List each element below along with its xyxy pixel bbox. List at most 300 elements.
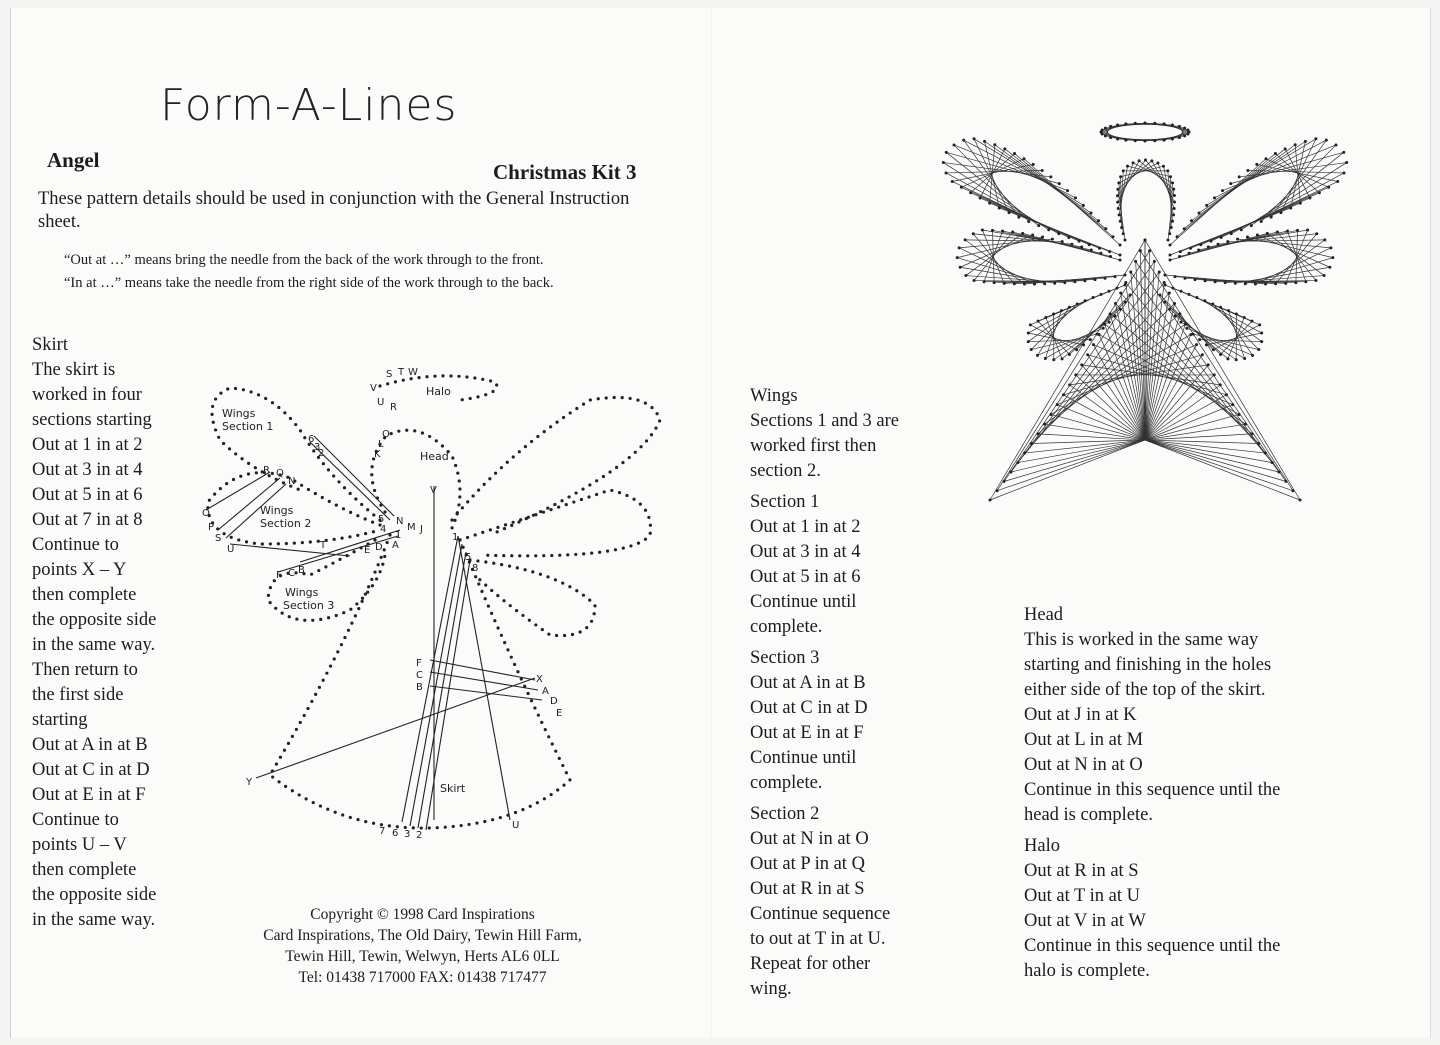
intro-text: These pattern details should be used in conjunction with the General Instruction sheet. (38, 189, 630, 232)
pattern-hole (288, 615, 291, 618)
pattern-hole (490, 589, 493, 592)
pattern-hole (534, 513, 537, 516)
pattern-hole (574, 553, 577, 556)
pattern-hole (534, 623, 537, 626)
instruction-line: Out at P in at Q (750, 854, 865, 874)
pattern-hole (639, 502, 642, 505)
pattern-hole (450, 526, 453, 529)
point-label-5: 5 (378, 514, 385, 525)
pattern-hole (473, 376, 476, 379)
pattern-hole (211, 405, 214, 408)
pattern-hole (350, 622, 353, 625)
instruction-line: Continue in this sequence until the (1024, 936, 1281, 956)
point-label-1: 1 (452, 532, 459, 543)
pattern-hole (602, 475, 605, 478)
pattern-hole (595, 479, 598, 482)
point-label-3: 3 (404, 829, 411, 840)
pattern-hole (383, 548, 386, 551)
pattern-hole (219, 487, 222, 490)
pattern-hole (655, 412, 658, 415)
pattern-hole (523, 568, 526, 571)
pattern-hole (230, 536, 233, 539)
pattern-hole (370, 473, 373, 476)
pattern-hole (388, 824, 391, 827)
pattern-hole (510, 656, 513, 659)
point-label-s: S (215, 533, 222, 544)
point-label-2: 2 (318, 448, 325, 459)
pattern-hole (378, 384, 381, 387)
point-label-x: X (536, 674, 543, 685)
pattern-hole (575, 589, 578, 592)
pattern-hole (361, 597, 364, 600)
pattern-hole (285, 542, 288, 545)
pattern-hole (605, 396, 608, 399)
pattern-hole (271, 472, 274, 475)
pattern-hole (568, 585, 571, 588)
instruction-line: Out at N in at O (1024, 755, 1143, 775)
point-label-v: V (430, 485, 437, 496)
pattern-hole (582, 403, 585, 406)
pattern-hole (375, 577, 378, 580)
pattern-hole (354, 614, 357, 617)
instruction-line: worked in four (32, 385, 142, 405)
pattern-hole (237, 538, 240, 541)
pattern-hole (510, 524, 513, 527)
note-in: “In at …” means take the needle from the right side of the work through to the back. (64, 275, 554, 291)
pattern-hole (257, 393, 260, 396)
pattern-hole (610, 489, 613, 492)
pattern-hole (212, 421, 215, 424)
pattern-hole (497, 626, 500, 629)
pattern-hole (543, 430, 546, 433)
pattern-hole (524, 445, 527, 448)
point-label-f: F (276, 570, 282, 581)
pattern-hole (588, 483, 591, 486)
instruction-line: points X – Y (32, 560, 127, 580)
pattern-hole (562, 416, 565, 419)
label-halo: Halo (426, 385, 451, 398)
pattern-hole (502, 599, 505, 602)
pattern-hole (373, 570, 376, 573)
point-label-k: K (374, 449, 381, 460)
point-label-b: B (416, 682, 423, 693)
pattern-hole (300, 484, 303, 487)
point-label-8: 8 (472, 563, 479, 574)
pattern-hole (502, 554, 505, 557)
pattern-hole (484, 597, 487, 600)
pattern-hole (336, 650, 339, 653)
pattern-hole (279, 756, 282, 759)
pattern-hole (477, 582, 480, 585)
pattern-hole (305, 797, 308, 800)
pattern-hole (450, 518, 453, 521)
pattern-hole (585, 626, 588, 629)
pattern-hole (589, 398, 592, 401)
point-label-1: 1 (395, 530, 402, 541)
pattern-hole (222, 532, 225, 535)
pattern-hole (355, 602, 358, 605)
pattern-hole (516, 566, 519, 569)
pattern-hole (461, 398, 464, 401)
point-label-v: V (370, 383, 377, 394)
instruction-line: Continue to (32, 810, 119, 830)
finished-angel-illustration (920, 110, 1400, 550)
point-label-l: L (378, 439, 384, 450)
pattern-hole (557, 506, 560, 509)
pattern-hole (277, 542, 280, 545)
pattern-hole (489, 379, 492, 382)
pattern-hole (513, 663, 516, 666)
point-label-o: O (202, 508, 210, 519)
pattern-hole (301, 541, 304, 544)
pattern-hole (539, 510, 542, 513)
pattern-hole (454, 464, 457, 467)
pattern-hole (356, 514, 359, 517)
pattern-hole (503, 641, 506, 644)
pattern-hole (348, 535, 351, 538)
instruction-line: Out at A in at B (32, 735, 148, 755)
pattern-hole (371, 520, 374, 523)
pattern-hole (333, 657, 336, 660)
pattern-hole (356, 818, 359, 821)
pattern-hole (467, 823, 470, 826)
pattern-hole (417, 376, 420, 379)
pattern-hole (547, 735, 550, 738)
pattern-hole (318, 686, 321, 689)
pattern-hole (317, 569, 320, 572)
pattern-hole (210, 413, 213, 416)
pattern-hole (537, 714, 540, 717)
instruction-line: Out at 1 in at 2 (750, 517, 861, 537)
instruction-line: Out at 1 in at 2 (32, 435, 143, 455)
pattern-hole (574, 491, 577, 494)
pattern-hole (474, 533, 477, 536)
instruction-line: Out at E in at F (750, 723, 864, 743)
pattern-hole (366, 508, 369, 511)
instruction-line: starting (32, 710, 88, 730)
pattern-hole (539, 573, 542, 576)
pattern-hole (486, 554, 489, 557)
pattern-hole (360, 503, 363, 506)
pattern-hole (381, 563, 384, 566)
pattern-hole (603, 490, 606, 493)
pattern-hole (328, 500, 331, 503)
point-label-w: W (408, 367, 418, 378)
pattern-hole (527, 516, 530, 519)
pattern-hole (310, 700, 313, 703)
label-wings-section-2: Wings (260, 504, 294, 517)
pattern-hole (314, 492, 317, 495)
pattern-hole (226, 387, 229, 390)
point-label-c: C (288, 568, 295, 579)
pattern-hole (214, 397, 217, 400)
instruction-line: The skirt is (32, 360, 116, 380)
pattern-hole (228, 447, 231, 450)
skirt-instructions (32, 333, 156, 933)
pattern-hole (295, 618, 298, 621)
halo-heading: Halo (1024, 836, 1060, 856)
instruction-line: points U – V (32, 835, 127, 855)
pattern-hole (425, 375, 428, 378)
pattern-hole (364, 592, 367, 595)
point-label-n: N (396, 516, 404, 527)
pattern-hole (269, 601, 272, 604)
pattern-hole (553, 503, 556, 506)
instruction-line: Out at V in at W (1024, 911, 1146, 931)
instruction-line: sections starting (32, 410, 152, 430)
point-label-s: S (386, 369, 393, 380)
pattern-hole (644, 509, 647, 512)
pattern-hole (377, 563, 380, 566)
pattern-hole (340, 537, 343, 540)
pattern-hole (255, 471, 258, 474)
pattern-hole (494, 554, 497, 557)
pattern-hole (291, 789, 294, 792)
pattern-hole (299, 429, 302, 432)
point-label-p: P (208, 522, 215, 533)
pattern-hole (500, 634, 503, 637)
instruction-line: halo is complete. (1024, 961, 1150, 981)
pattern-hole (444, 826, 447, 829)
pattern-hole (465, 375, 468, 378)
pattern-hole (337, 480, 340, 483)
pattern-hole (490, 612, 493, 615)
point-label-3: 3 (314, 442, 321, 453)
pattern-hole (312, 801, 315, 804)
pattern-hole (458, 487, 461, 490)
pattern-hole (608, 470, 611, 473)
pattern-hole (213, 493, 216, 496)
point-label-e: E (556, 708, 563, 719)
pattern-hole (456, 472, 459, 475)
section1-heading: Section 1 (750, 492, 820, 512)
pattern-hole (625, 494, 628, 497)
pattern-hole (319, 618, 322, 621)
instruction-line: Out at A in at B (750, 673, 866, 693)
instruction-lines (1024, 628, 1280, 828)
pattern-hole (234, 387, 237, 390)
pattern-hole (530, 440, 533, 443)
pattern-hole (284, 785, 287, 788)
point-label-5: 5 (465, 552, 472, 563)
point-label-a: A (542, 686, 549, 697)
pattern-hole (561, 581, 564, 584)
pattern-hole (307, 488, 310, 491)
pattern-hole (310, 573, 313, 576)
instruction-line: the first side (32, 685, 124, 705)
pattern-hole (347, 629, 350, 632)
pattern-hole (542, 511, 545, 514)
pattern-hole (528, 619, 531, 622)
pattern-hole (319, 804, 322, 807)
note-out: “Out at …” means bring the needle from the back of the work through to the front. (64, 252, 544, 268)
instruction-line: Out at C in at D (32, 760, 150, 780)
label-head: Head (420, 450, 449, 463)
label-wings-section-3: Section 3 (283, 599, 335, 612)
pattern-hole (587, 495, 590, 498)
pattern-hole (458, 495, 461, 498)
pattern-hole (322, 462, 325, 465)
pattern-hole (477, 489, 480, 492)
pattern-hole (271, 775, 274, 778)
pattern-hole (433, 375, 436, 378)
pattern-hole (356, 534, 359, 537)
pattern-hole (504, 523, 507, 526)
point-label-a: A (392, 540, 399, 551)
head-halo-instructions (1024, 603, 1280, 984)
pattern-hole (324, 565, 327, 568)
pattern-hole (449, 374, 452, 377)
pattern-hole (329, 664, 332, 667)
pattern-hole (547, 633, 550, 636)
pattern-hole (500, 466, 503, 469)
pattern-hole (636, 399, 639, 402)
pattern-hole (550, 554, 553, 557)
pattern-hole (343, 486, 346, 489)
pattern-hole (325, 672, 328, 675)
pattern-hole (413, 429, 416, 432)
pattern-hole (247, 462, 250, 465)
pattern-hole (239, 475, 242, 478)
point-label-y: Y (246, 777, 253, 788)
pattern-hole (639, 445, 642, 448)
pattern-hole (645, 439, 648, 442)
instruction-line: Out at C in at D (750, 698, 868, 718)
pattern-hole (232, 478, 235, 481)
pattern-hole (644, 401, 647, 404)
stitch-lines (206, 436, 542, 830)
pattern-hole (269, 542, 272, 545)
pattern-hole (441, 444, 444, 447)
pattern-hole (521, 614, 524, 617)
section3-heading: Section 3 (750, 648, 820, 668)
pattern-hole (457, 375, 460, 378)
pattern-hole (364, 517, 367, 520)
label-wings-section-3: Wings (285, 586, 319, 599)
label-skirt: Skirt (440, 782, 466, 795)
pattern-hole (516, 670, 519, 673)
instruction-line: head is complete. (1024, 805, 1153, 825)
pattern-hole (489, 528, 492, 531)
pattern-hole (283, 749, 286, 752)
pattern-hole (225, 482, 228, 485)
instruction-line: then complete (32, 585, 137, 605)
pattern-hole (333, 538, 336, 541)
pattern-hole (518, 450, 521, 453)
pattern-hole (544, 728, 547, 731)
pattern-hole (575, 407, 578, 410)
instruction-line: Continue in this sequence until the (1024, 780, 1281, 800)
pattern-hole (298, 793, 301, 796)
pattern-hole (373, 489, 376, 492)
pattern-hole (379, 570, 382, 573)
instruction-line: starting and finishing in the holes (1024, 655, 1272, 675)
pattern-hole (554, 750, 557, 753)
instruction-line: Out at R in at S (1024, 861, 1139, 881)
pattern-hole (647, 516, 650, 519)
pattern-hole (267, 594, 270, 597)
point-label-d: D (375, 542, 383, 553)
angel-hole-diagram (190, 360, 670, 850)
pattern-hole (590, 620, 593, 623)
pattern-hole (481, 378, 484, 381)
pattern-hole (506, 648, 509, 651)
pattern-hole (441, 374, 444, 377)
pattern-hole (628, 456, 631, 459)
pattern-hole (595, 493, 598, 496)
instruction-lines (750, 827, 899, 1002)
pattern-hole (309, 540, 312, 543)
pattern-hole (534, 554, 537, 557)
pattern-hole (331, 562, 334, 565)
pattern-hole (588, 599, 591, 602)
pattern-hole (558, 554, 561, 557)
pattern-hole (598, 551, 601, 554)
point-label-c: C (416, 670, 423, 681)
pattern-hole (569, 411, 572, 414)
pattern-hole (277, 780, 280, 783)
pattern-hole (372, 822, 375, 825)
point-label-r: R (390, 402, 397, 413)
pattern-hole (484, 393, 487, 396)
pattern-hole (546, 575, 549, 578)
pattern-hole (654, 426, 657, 429)
pattern-hole (390, 432, 393, 435)
pattern-hole (349, 511, 352, 514)
pattern-hole (250, 390, 253, 393)
pattern-hole (496, 530, 499, 533)
pattern-hole (466, 500, 469, 503)
pattern-hole (549, 508, 552, 511)
point-label-o: O (382, 429, 390, 440)
instruction-line: Out at 3 in at 4 (750, 542, 861, 562)
pattern-hole (397, 430, 400, 433)
pattern-hole (622, 546, 625, 549)
point-label-6: 6 (308, 434, 315, 445)
pattern-hole (291, 735, 294, 738)
pattern-hole (386, 382, 389, 385)
pattern-hole (579, 630, 582, 633)
pattern-hole (253, 542, 256, 545)
point-label-m: M (407, 522, 416, 533)
pattern-hole (386, 541, 389, 544)
pattern-hole (340, 643, 343, 646)
address-line-1: Card Inspirations, The Old Dairy, Tewin Hill Farm, (263, 927, 582, 944)
instruction-line: Out at 7 in at 8 (32, 510, 143, 530)
wings-heading: Wings (750, 386, 798, 406)
pattern-hole (515, 609, 518, 612)
point-label-6: 6 (392, 828, 399, 839)
pattern-hole (370, 578, 373, 581)
pattern-hole (219, 392, 222, 395)
pattern-hole (335, 614, 338, 617)
instruction-lines (750, 515, 899, 640)
pattern-hole (526, 554, 529, 557)
pattern-hole (503, 527, 506, 530)
pattern-hole (380, 556, 383, 559)
pattern-hole (460, 824, 463, 827)
pattern-hole (287, 742, 290, 745)
pattern-hole (367, 585, 370, 588)
instruction-line: Out at N in at O (750, 829, 869, 849)
pattern-hole (593, 612, 596, 615)
pattern-hole (277, 406, 280, 409)
page-title: Form-A-Lines (160, 80, 458, 131)
section2-heading: Section 2 (750, 804, 820, 824)
pattern-hole (282, 481, 285, 484)
pattern-hole (349, 816, 352, 819)
instruction-line: Out at R in at S (750, 879, 865, 899)
